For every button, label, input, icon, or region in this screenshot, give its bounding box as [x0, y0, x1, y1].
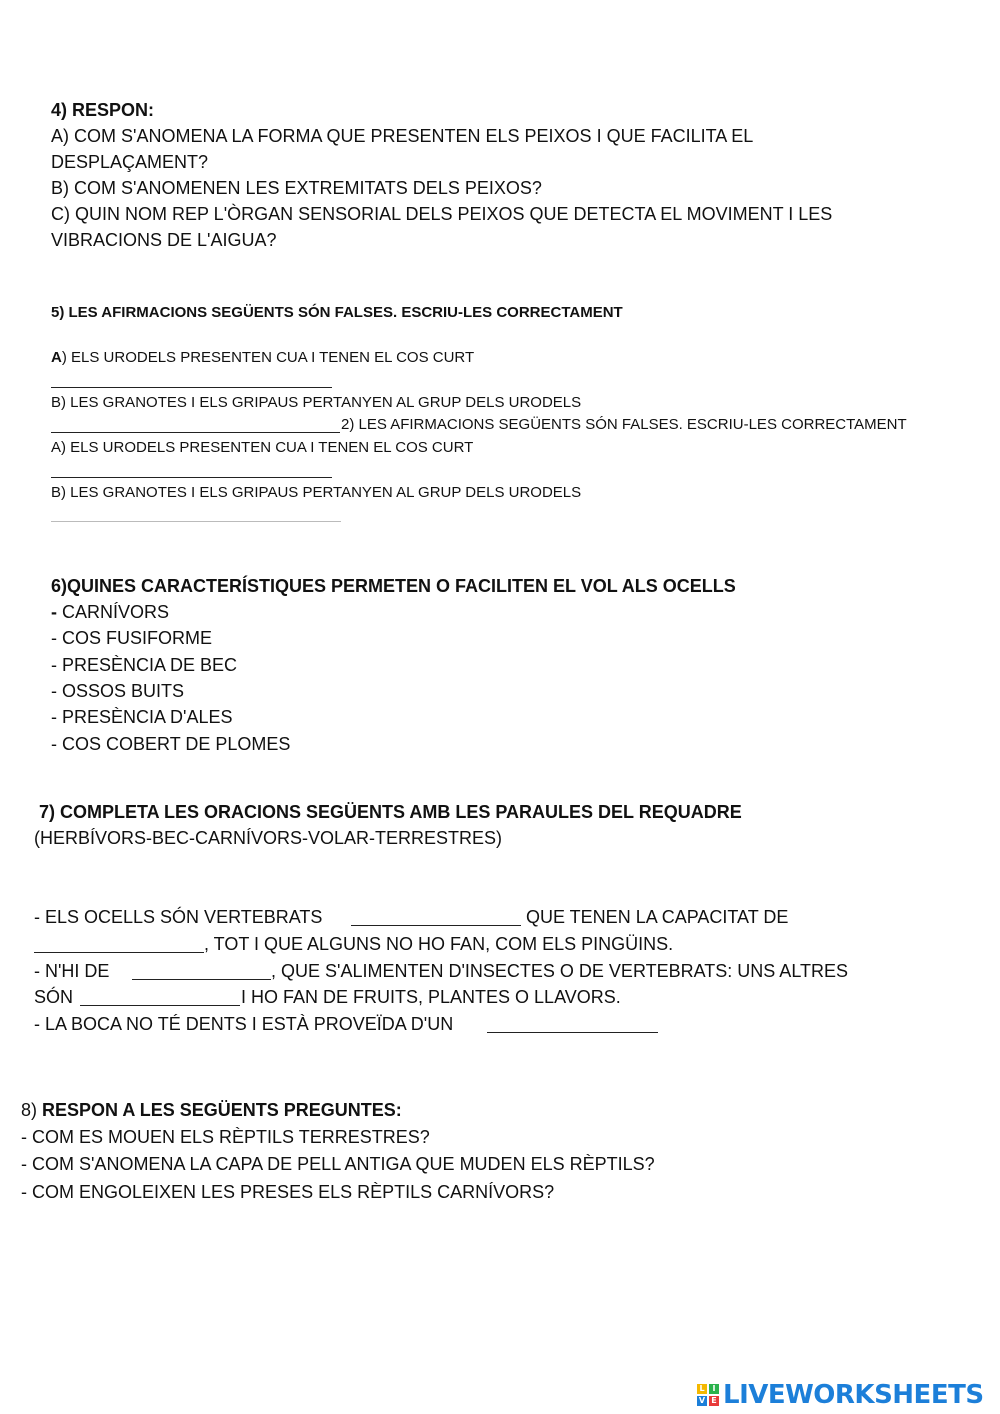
liveworksheets-logo — [697, 1378, 984, 1412]
q5-answer-line-b[interactable] — [51, 432, 340, 433]
q6-option-6: - COS COBERT DE PLOMES — [51, 734, 291, 754]
q6-option-1-text: CARNÍVORS — [62, 602, 170, 622]
q4-question-a-line1: A) COM S'ANOMENA LA FORMA QUE PRESENTEN ELS PEIXOS I QUE FACILITA EL — [51, 126, 754, 146]
q7-sentence-2a: - N'HI DE — [34, 961, 110, 981]
q4-question-c-line1: C) QUIN NOM REP L'ÒRGAN SENSORIAL DELS PEIXOS QUE DETECTA EL MOVIMENT I LES — [51, 204, 833, 224]
q6-option-3: - PRESÈNCIA DE BEC — [51, 655, 238, 675]
q6-option-1 — [51, 601, 169, 623]
q5-statement-a-letter: A — [51, 349, 62, 366]
q7-title: 7) COMPLETA LES ORACIONS SEGÜENTS AMB LES PARAULES DEL REQUADRE — [39, 802, 742, 822]
q4-question-b: B) COM S'ANOMENEN LES EXTREMITATS DELS PEIXOS? — [51, 178, 542, 198]
q5-title: 5) LES AFIRMACIONS SEGÜENTS SÓN FALSES. ESCRIU-LES CORRECTAMENT — [51, 304, 623, 321]
q7-sentence-3b: I HO FAN DE FRUITS, PLANTES O LLAVORS. — [241, 987, 621, 1007]
q5-repeat-title: 2) LES AFIRMACIONS SEGÜENTS SÓN FALSES. ESCRIU-LES CORRECTAMENT — [341, 416, 907, 433]
q7-sentence-1a: - ELS OCELLS SÓN VERTEBRATS — [34, 907, 323, 927]
q4-title: 4) RESPON: — [51, 100, 155, 120]
q7-sentence-1c: , TOT I QUE ALGUNS NO HO FAN, COM ELS PINGÜINS. — [204, 934, 674, 954]
logo-mark-letter-l: L — [697, 1384, 707, 1394]
q6-option-5: - PRESÈNCIA D'ALES — [51, 707, 233, 727]
q7-sentence-3a: SÓN — [34, 987, 74, 1007]
q7-sentence-4a: - LA BOCA NO TÉ DENTS I ESTÀ PROVEÏDA D'UN — [34, 1014, 454, 1034]
logo-mark-letter-e: E — [709, 1396, 719, 1406]
q7-sentence-2b: , QUE S'ALIMENTEN D'INSECTES O DE VERTEBRATS: UNS ALTRES — [271, 961, 848, 981]
q5-statement-a-repeat: A) ELS URODELS PRESENTEN CUA I TENEN EL COS CURT — [51, 439, 474, 456]
q7-blank-2[interactable] — [34, 952, 204, 953]
q4-question-c-line2: VIBRACIONS DE L'AIGUA? — [51, 230, 277, 250]
q8-question-3: - COM ENGOLEIXEN LES PRESES ELS RÈPTILS CARNÍVORS? — [21, 1182, 555, 1202]
q6-option-2: - COS FUSIFORME — [51, 628, 212, 648]
q5-answer-line-a[interactable] — [51, 387, 332, 388]
q7-blank-3[interactable] — [132, 979, 271, 980]
q5-statement-a — [51, 349, 474, 367]
q6-option-4: - OSSOS BUITS — [51, 681, 185, 701]
q8-title — [21, 1099, 402, 1121]
q8-question-1: - COM ES MOUEN ELS RÈPTILS TERRESTRES? — [21, 1127, 430, 1147]
logo-mark-letter-i: I — [709, 1384, 719, 1394]
liveworksheets-wordmark: LIVEWORKSHEETS — [723, 1380, 984, 1410]
q8-title-text: RESPON A LES SEGÜENTS PREGUNTES: — [42, 1100, 402, 1120]
q7-word-box: (HERBÍVORS-BEC-CARNÍVORS-VOLAR-TERRESTRES) — [34, 828, 503, 848]
q7-sentence-1b: QUE TENEN LA CAPACITAT DE — [526, 907, 789, 927]
q8-question-2: - COM S'ANOMENA LA CAPA DE PELL ANTIGA QUE MUDEN ELS RÈPTILS? — [21, 1154, 655, 1174]
q8-number: 8) — [21, 1100, 43, 1120]
q7-blank-4[interactable] — [80, 1005, 240, 1006]
q5-answer-line-b-repeat[interactable] — [51, 521, 341, 522]
q5-statement-a-text: ) ELS URODELS PRESENTEN CUA I TENEN EL COS CURT — [61, 349, 475, 366]
q6-title: 6)QUINES CARACTERÍSTIQUES PERMETEN O FACILITEN EL VOL ALS OCELLS — [51, 576, 736, 596]
q6-option-1-dash: - — [51, 602, 62, 622]
q5-statement-b: B) LES GRANOTES I ELS GRIPAUS PERTANYEN AL GRUP DELS URODELS — [51, 394, 582, 411]
logo-mark-letter-v: V — [698, 1396, 706, 1405]
q5-statement-b-repeat: B) LES GRANOTES I ELS GRIPAUS PERTANYEN AL GRUP DELS URODELS — [51, 484, 582, 501]
q5-answer-line-a-repeat[interactable] — [51, 477, 332, 478]
liveworksheets-mark-icon — [697, 1384, 719, 1406]
q4-question-a-line2: DESPLAÇAMENT? — [51, 152, 209, 172]
q7-blank-5[interactable] — [487, 1032, 658, 1033]
q7-blank-1[interactable] — [351, 925, 521, 926]
